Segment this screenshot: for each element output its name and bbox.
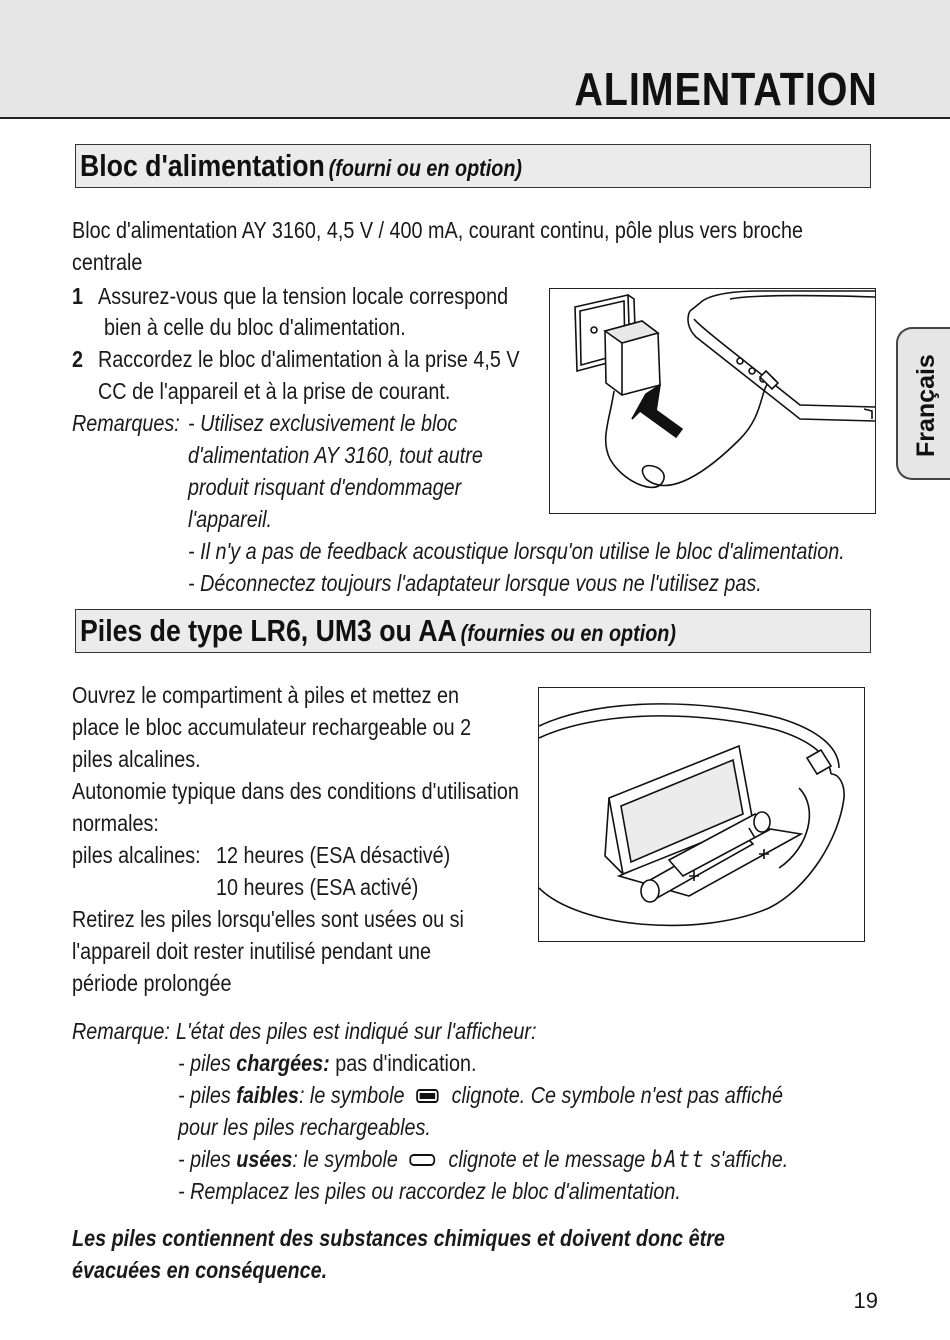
- step-text: CC de l'appareil et à la prise de courant.: [98, 378, 451, 404]
- page-title: ALIMENTATION: [574, 63, 878, 115]
- status-text: - Remplacez les piles ou raccordez le bloc d'alimentation.: [178, 1178, 681, 1204]
- battery-life-value: 10 heures (ESA activé): [216, 874, 419, 900]
- language-tab: [896, 327, 950, 480]
- battery-life-value: 12 heures (ESA désactivé): [216, 842, 451, 868]
- remark-text: produit risquant d'endommager: [188, 474, 462, 500]
- status-prefix: - piles: [178, 1146, 231, 1172]
- section-heading-batteries: [75, 609, 871, 653]
- remark-label: Remarque:: [72, 1018, 170, 1044]
- step-number: 1: [72, 283, 84, 309]
- language-tab-label: Français: [912, 354, 940, 457]
- body-text: place le bloc accumulateur rechargeable ou 2: [72, 714, 472, 740]
- power-adapter-illustration: [549, 288, 876, 514]
- remark-text: l'appareil.: [188, 506, 273, 532]
- page-number: 19: [853, 1288, 878, 1313]
- section-subtitle: (fournies ou en option): [460, 620, 676, 646]
- status-text: s'affiche.: [710, 1146, 789, 1172]
- remark-text: d'alimentation AY 3160, tout autre: [188, 442, 483, 468]
- remark-intro: L'état des piles est indiqué sur l'afficheur:: [176, 1018, 537, 1044]
- body-text: l'appareil doit rester inutilisé pendant une: [72, 938, 431, 964]
- remark-text: - Utilisez exclusivement le bloc: [188, 410, 458, 436]
- body-text: Autonomie typique dans des conditions d'utilisation: [72, 778, 519, 804]
- section-subtitle: (fourni ou en option): [328, 155, 523, 181]
- lcd-message: bAtt: [650, 1147, 706, 1173]
- step-number: 2: [72, 346, 84, 372]
- body-text: période prolongée: [72, 970, 232, 996]
- warning-text: évacuées en conséquence.: [72, 1257, 328, 1283]
- status-text: : le symbole: [298, 1082, 405, 1108]
- status-keyword: usées: [236, 1146, 293, 1172]
- warning-text: Les piles contiennent des substances chimiques et doivent donc être: [72, 1225, 725, 1251]
- battery-empty-icon: [409, 1147, 438, 1174]
- remarks-label: Remarques:: [72, 410, 180, 436]
- body-text: normales:: [72, 810, 159, 836]
- status-keyword: chargées:: [236, 1050, 330, 1076]
- section-title: Bloc d'alimentation: [80, 148, 325, 183]
- intro-text: centrale: [72, 249, 143, 275]
- battery-low-icon: [415, 1083, 441, 1110]
- battery-life-label: piles alcalines:: [72, 842, 201, 868]
- step-text: bien à celle du bloc d'alimentation.: [104, 314, 406, 340]
- section-heading-power-adapter: [75, 144, 871, 188]
- status-keyword: faibles: [236, 1082, 299, 1108]
- step-text: Assurez-vous que la tension locale correspond: [98, 283, 509, 309]
- status-prefix: - piles: [178, 1082, 231, 1108]
- body-text: piles alcalines.: [72, 746, 201, 772]
- status-text: clignote. Ce symbole n'est pas affiché: [451, 1082, 784, 1108]
- status-line-low: [178, 1082, 783, 1110]
- status-text: pour les piles rechargeables.: [178, 1114, 431, 1140]
- step-text: Raccordez le bloc d'alimentation à la prise 4,5 V: [98, 346, 520, 372]
- power-adapter-drawing: [550, 289, 875, 513]
- remark-text: - Déconnectez toujours l'adaptateur lorsque vous ne l'utilisez pas.: [188, 570, 762, 596]
- status-text: : le symbole: [292, 1146, 398, 1172]
- status-line-charged: [178, 1050, 476, 1077]
- status-text: clignote et le message: [448, 1146, 646, 1172]
- body-text: Ouvrez le compartiment à piles et mettez en: [72, 682, 459, 708]
- body-text: Retirez les piles lorsqu'elles sont usées ou si: [72, 906, 464, 932]
- status-line-empty: [178, 1146, 788, 1174]
- remark-text: - Il n'y a pas de feedback acoustique lorsqu'on utilise le bloc d'alimentation.: [188, 538, 845, 564]
- status-prefix: - piles: [178, 1050, 231, 1076]
- battery-compartment-drawing: [539, 688, 864, 941]
- status-text: pas d'indication.: [335, 1050, 477, 1076]
- section-title: Piles de type LR6, UM3 ou AA: [80, 613, 457, 648]
- intro-text: Bloc d'alimentation AY 3160, 4,5 V / 400 mA, courant continu, pôle plus vers broche: [72, 217, 803, 243]
- battery-compartment-illustration: [538, 687, 865, 942]
